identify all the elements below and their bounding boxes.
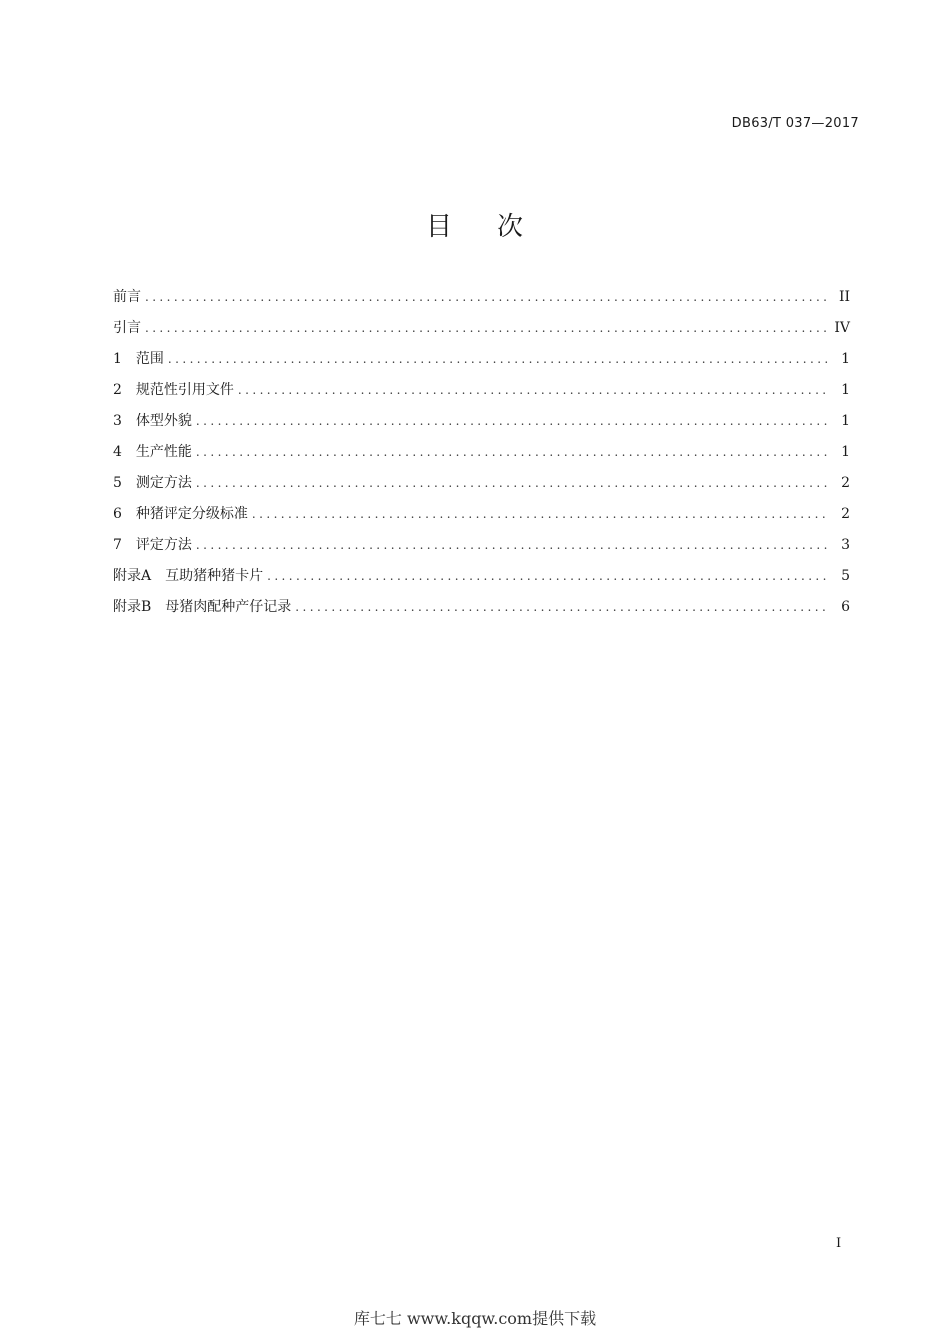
toc-leader-dots bbox=[196, 441, 830, 463]
toc-entry-appendix-a[interactable] bbox=[113, 565, 850, 596]
toc-entry-text: 种猪评定分级标准 bbox=[135, 506, 248, 522]
toc-entry-number: 4 bbox=[113, 444, 122, 460]
page-number: I bbox=[836, 1236, 842, 1251]
toc-entry-number: 1 bbox=[113, 351, 122, 367]
standard-code: DB63/T 037—2017 bbox=[731, 116, 859, 131]
toc-entry-number: 2 bbox=[113, 382, 122, 398]
toc-leader-dots bbox=[145, 317, 828, 339]
toc-entry-foreword[interactable] bbox=[113, 286, 850, 317]
toc-entry-scope[interactable] bbox=[113, 348, 850, 379]
toc-title-char-2: 次 bbox=[497, 212, 525, 242]
toc-entry-text: 生产性能 bbox=[135, 444, 192, 460]
toc-entry-text: 前言 bbox=[113, 289, 141, 305]
toc-entry-number: 附录B bbox=[113, 599, 152, 615]
toc-entry-text: 母猪肉配种产仔记录 bbox=[165, 599, 292, 615]
toc-entry-page: 5 bbox=[841, 568, 850, 584]
toc-entry-page: 1 bbox=[841, 351, 850, 367]
toc-entry-measurement-methods[interactable] bbox=[113, 472, 850, 503]
toc-entry-grading-standard[interactable] bbox=[113, 503, 850, 534]
toc-entry-text: 互助猪种猪卡片 bbox=[165, 568, 264, 584]
toc-entry-text: 评定方法 bbox=[135, 537, 192, 553]
toc-entry-text: 引言 bbox=[113, 320, 141, 336]
toc-entry-page: IV bbox=[834, 320, 850, 336]
toc-entry-appendix-b[interactable] bbox=[113, 596, 850, 627]
toc-entry-introduction[interactable] bbox=[113, 317, 850, 348]
toc-title bbox=[0, 206, 950, 243]
toc-entry-page: 1 bbox=[841, 382, 850, 398]
toc-entry-page: 1 bbox=[841, 413, 850, 429]
toc-entry-appearance[interactable] bbox=[113, 410, 850, 441]
toc-entry-evaluation-methods[interactable] bbox=[113, 534, 850, 565]
toc-entry-page: II bbox=[838, 289, 850, 305]
toc-entry-text: 测定方法 bbox=[135, 475, 192, 491]
toc-entry-page: 3 bbox=[841, 537, 850, 553]
toc-list bbox=[113, 286, 850, 627]
toc-title-char-1: 目 bbox=[425, 212, 453, 242]
toc-leader-dots bbox=[145, 286, 830, 308]
toc-entry-text: 规范性引用文件 bbox=[135, 382, 234, 398]
toc-leader-dots bbox=[267, 565, 830, 587]
toc-entry-production-performance[interactable] bbox=[113, 441, 850, 472]
toc-leader-dots bbox=[196, 410, 830, 432]
toc-entry-number: 6 bbox=[113, 506, 122, 522]
toc-leader-dots bbox=[168, 348, 830, 370]
toc-entry-page: 2 bbox=[841, 506, 850, 522]
toc-entry-text: 体型外貌 bbox=[135, 413, 192, 429]
toc-entry-page: 1 bbox=[841, 444, 850, 460]
toc-leader-dots bbox=[252, 503, 830, 525]
toc-entry-number: 3 bbox=[113, 413, 122, 429]
toc-leader-dots bbox=[196, 534, 830, 556]
toc-leader-dots bbox=[238, 379, 830, 401]
toc-leader-dots bbox=[196, 472, 830, 494]
toc-leader-dots bbox=[295, 596, 830, 618]
toc-entry-number: 附录A bbox=[113, 568, 152, 584]
toc-entry-text: 范围 bbox=[135, 351, 164, 367]
toc-entry-page: 2 bbox=[841, 475, 850, 491]
toc-entry-normative-references[interactable] bbox=[113, 379, 850, 410]
toc-entry-number: 5 bbox=[113, 475, 122, 491]
toc-entry-number: 7 bbox=[113, 537, 122, 553]
download-watermark: 库七七 www.kqqw.com提供下载 bbox=[353, 1309, 597, 1328]
toc-entry-page: 6 bbox=[841, 599, 850, 615]
